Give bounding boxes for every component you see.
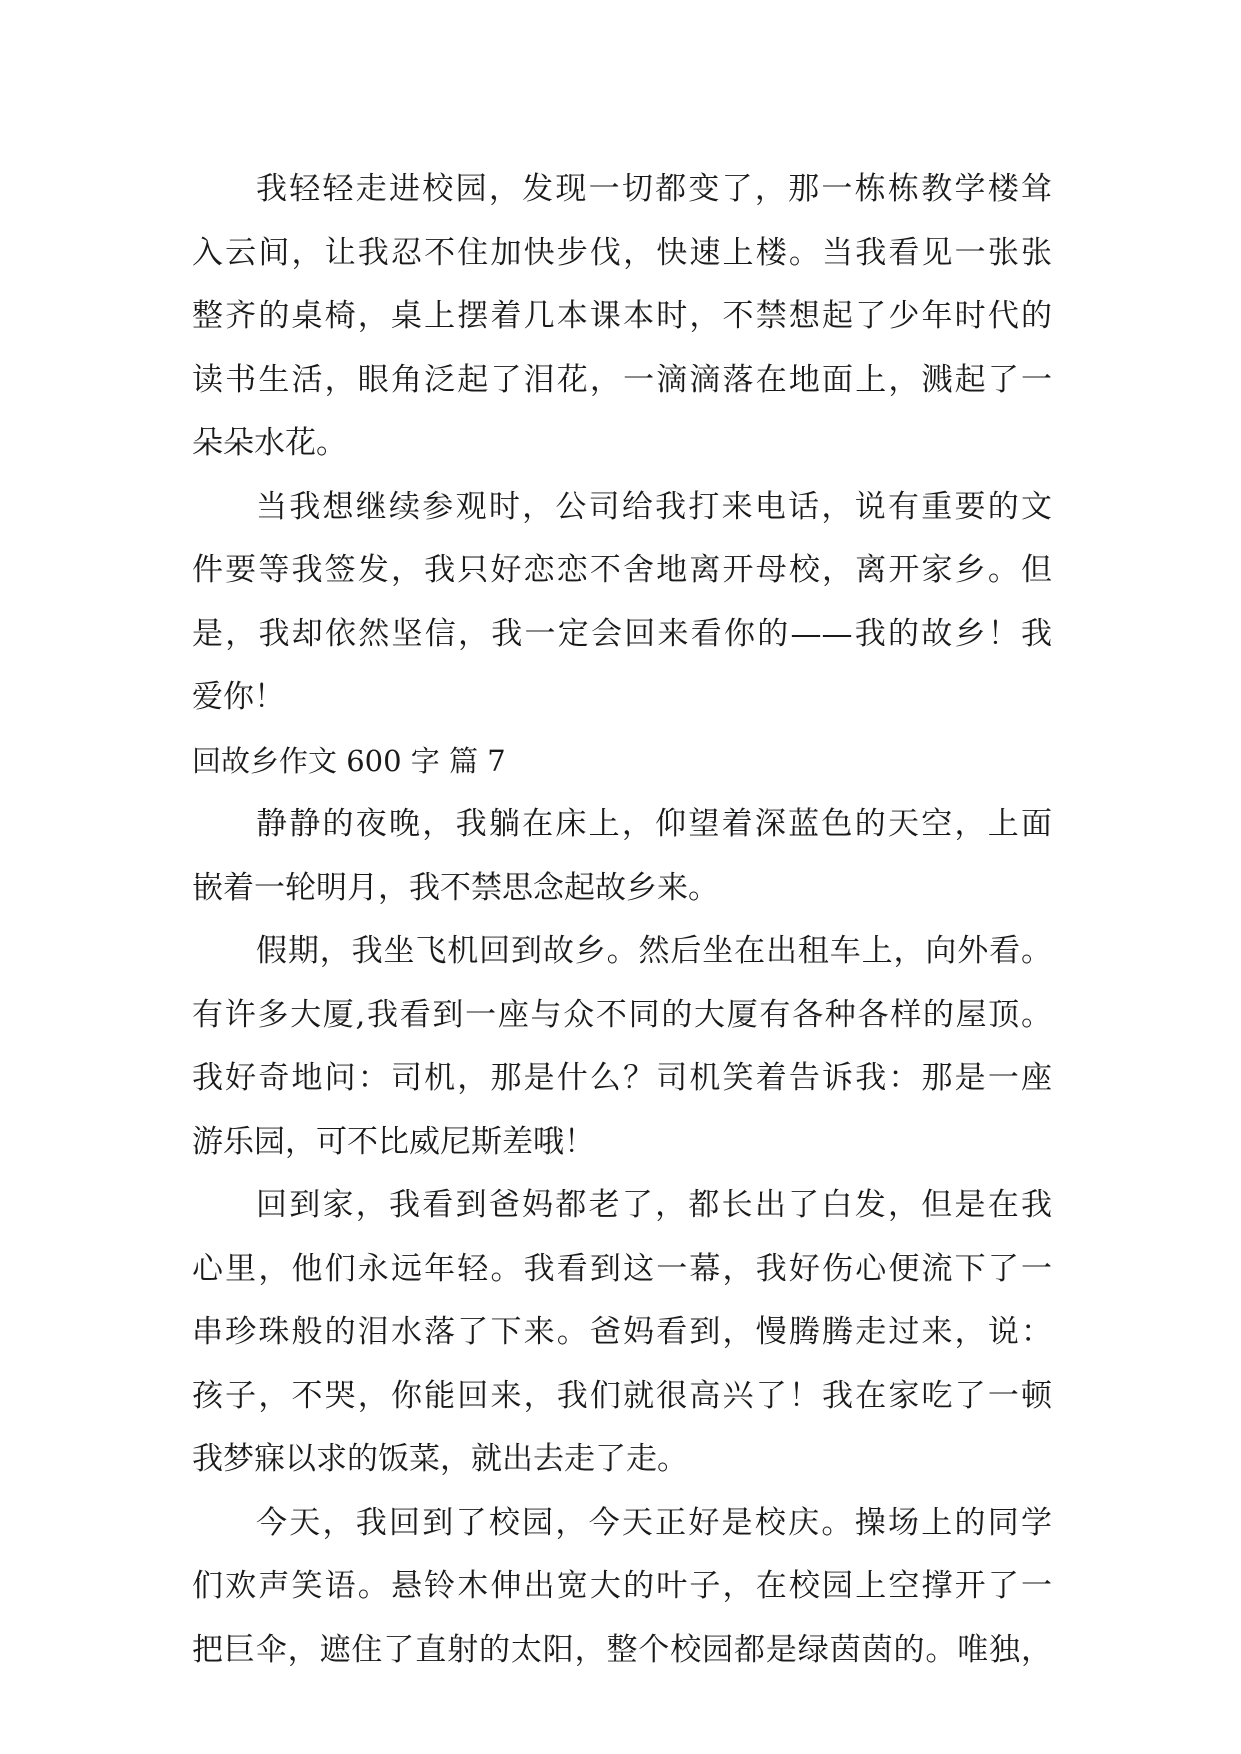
paragraph (192, 158, 1052, 476)
text-line: 我梦寐以求的饭菜，就出去走了走。 (192, 1441, 688, 1477)
text-line: 是，我却依然坚信，我一定会回来看你的——我的故乡！我 (192, 615, 1052, 652)
text-line: 们欢声笑语。悬铃木伸出宽大的叶子，在校园上空撑开了一 (192, 1568, 1052, 1604)
paragraph (192, 920, 1052, 1174)
text-line: 我轻轻走进校园，发现一切都变了，那一栋栋教学楼耸 (256, 171, 1052, 207)
paragraph (192, 476, 1052, 730)
text-line: 整齐的桌椅，桌上摆着几本课本时，不禁想起了少年时代的 (192, 298, 1052, 334)
text-line: 假期，我坐飞机回到故乡。然后坐在出租车上，向外看。 (256, 933, 1052, 969)
text-line: 爱你！ (192, 679, 285, 715)
text-line: 孩子，不哭，你能回来，我们就很高兴了！我在家吃了一顿 (192, 1377, 1052, 1414)
text-line: 有许多大厦,我看到一座与众不同的大厦有各种各样的屋顶。 (192, 996, 1052, 1033)
document-body (192, 158, 1052, 1682)
text-line: 回到家，我看到爸妈都老了，都长出了白发，但是在我 (256, 1187, 1052, 1223)
section-heading: 回故乡作文 600 字 篇 7 (192, 743, 506, 778)
paragraph (192, 1174, 1052, 1492)
text-line: 串珍珠般的泪水落了下来。爸妈看到，慢腾腾走过来，说： (192, 1314, 1052, 1350)
text-line: 今天，我回到了校园，今天正好是校庆。操场上的同学 (256, 1504, 1052, 1541)
text-line: 嵌着一轮明月，我不禁思念起故乡来。 (192, 869, 719, 906)
text-line: 件要等我签发，我只好恋恋不舍地离开母校，离开家乡。但 (192, 552, 1052, 588)
text-line: 入云间，让我忍不住加快步伐，快速上楼。当我看见一张张 (192, 234, 1052, 271)
text-line: 心里，他们永远年轻。我看到这一幕，我好伤心便流下了一 (192, 1250, 1052, 1287)
paragraph (192, 1492, 1052, 1683)
text-line: 我好奇地问：司机，那是什么？司机笑着告诉我：那是一座 (192, 1060, 1052, 1096)
paragraph (192, 793, 1052, 920)
text-line: 朵朵水花。 (192, 425, 347, 461)
text-line: 游乐园，可不比威尼斯差哦！ (192, 1123, 595, 1160)
document-page (192, 158, 1052, 1682)
text-line: 当我想继续参观时，公司给我打来电话，说有重要的文 (256, 488, 1052, 525)
text-line: 读书生活，眼角泛起了泪花，一滴滴落在地面上，溅起了一 (192, 361, 1052, 398)
text-line: 把巨伞，遮住了直射的太阳，整个校园都是绿茵茵的。唯独， (192, 1631, 1052, 1668)
text-line: 静静的夜晚，我躺在床上，仰望着深蓝色的天空，上面 (256, 806, 1052, 842)
